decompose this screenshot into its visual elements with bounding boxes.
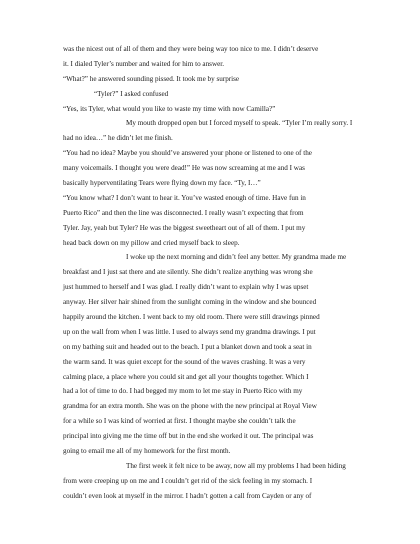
text-line: “You know what? I don’t want to hear it. You’ve wasted enough of time. Have fun in	[63, 193, 306, 202]
text-line: just hummed to herself and I was glad. I really didn’t want to explain why I was upset	[63, 283, 309, 292]
text-line: for a while so I was kind of worried at first. I thought maybe she couldn’t talk the	[63, 417, 296, 426]
body-text	[63, 42, 363, 504]
text-line: breakfast and I just sat there and ate silently. She didn’t realize anything was wrong she	[63, 268, 313, 277]
text-line: had a lot of time to do. I had begged my mom to let me stay in Puerto Rico with my	[63, 387, 303, 396]
text-line: had no idea…” he didn’t let me finish.	[63, 134, 173, 143]
text-line: going to email me all of my homework for the first month.	[63, 447, 231, 456]
text-line: I woke up the next morning and didn’t feel any better. My grandma made me	[126, 253, 347, 262]
text-line: My mouth dropped open but I forced myself to speak. “Tyler I’m really sorry. I	[126, 119, 353, 128]
text-line: “Yes, its Tyler, what would you like to waste my time with now Camilla?”	[63, 104, 276, 113]
text-line: principal into giving me the time off but in the end she worked it out. The principal was	[63, 432, 314, 441]
text-line: “Tyler?” I asked confused	[94, 89, 169, 98]
text-line: grandma for an extra month. She was on the phone with the new principal at Royal View	[63, 402, 317, 411]
text-line: Tyler. Jay, yeah but Tyler? He was the biggest sweetheart out of all of them. I put my	[63, 223, 306, 232]
text-line: happily around the kitchen. I went back to my old room. There were still drawings pinned	[63, 313, 320, 322]
text-line: from were creeping up on me and I couldn’t get rid of the sick feeling in my stomach. I	[63, 476, 313, 485]
text-line: was the nicest out of all of them and they were being way too nice to me. I didn’t deserve	[63, 45, 319, 53]
text-line: many voicemails. I thought you were dead!” He was now screaming at me and I was	[63, 164, 305, 173]
text-line: the warm sand. It was quiet except for the sound of the waves crashing. It was a very	[63, 357, 306, 366]
text-line: on my bathing suit and headed out to the beach. I put a blanket down and took a seat in	[63, 342, 312, 351]
text-line: calming place, a place where you could sit and get all your thoughts together. Which I	[63, 372, 309, 381]
text-line: basically hyperventilating Tears were flying down my face. “Ty, I…”	[63, 179, 261, 188]
text-line: it. I dialed Tyler’s number and waited for him to answer.	[63, 59, 225, 68]
text-line: anyway. Her silver hair shined from the sunlight coming in the window and she bounced	[63, 298, 317, 307]
text-line: up on the wall from when I was little. I used to always send my grandma drawings. I put	[63, 327, 316, 336]
text-line: couldn’t even look at myself in the mirror. I hadn’t gotten a call from Cayden or any of	[63, 491, 312, 500]
text-line: “What?” he answered sounding pissed. It took me by surprise	[63, 74, 240, 83]
text-line: head back down on my pillow and cried myself back to sleep.	[63, 238, 240, 247]
text-line: “You had no idea? Maybe you should’ve answered your phone or listened to one of the	[63, 149, 312, 158]
text-line: Puerto Rico” and then the line was disconnected. I really wasn’t expecting that from	[63, 208, 304, 217]
text-line: The first week it felt nice to be away, now all my problems I had been hiding	[126, 461, 346, 470]
